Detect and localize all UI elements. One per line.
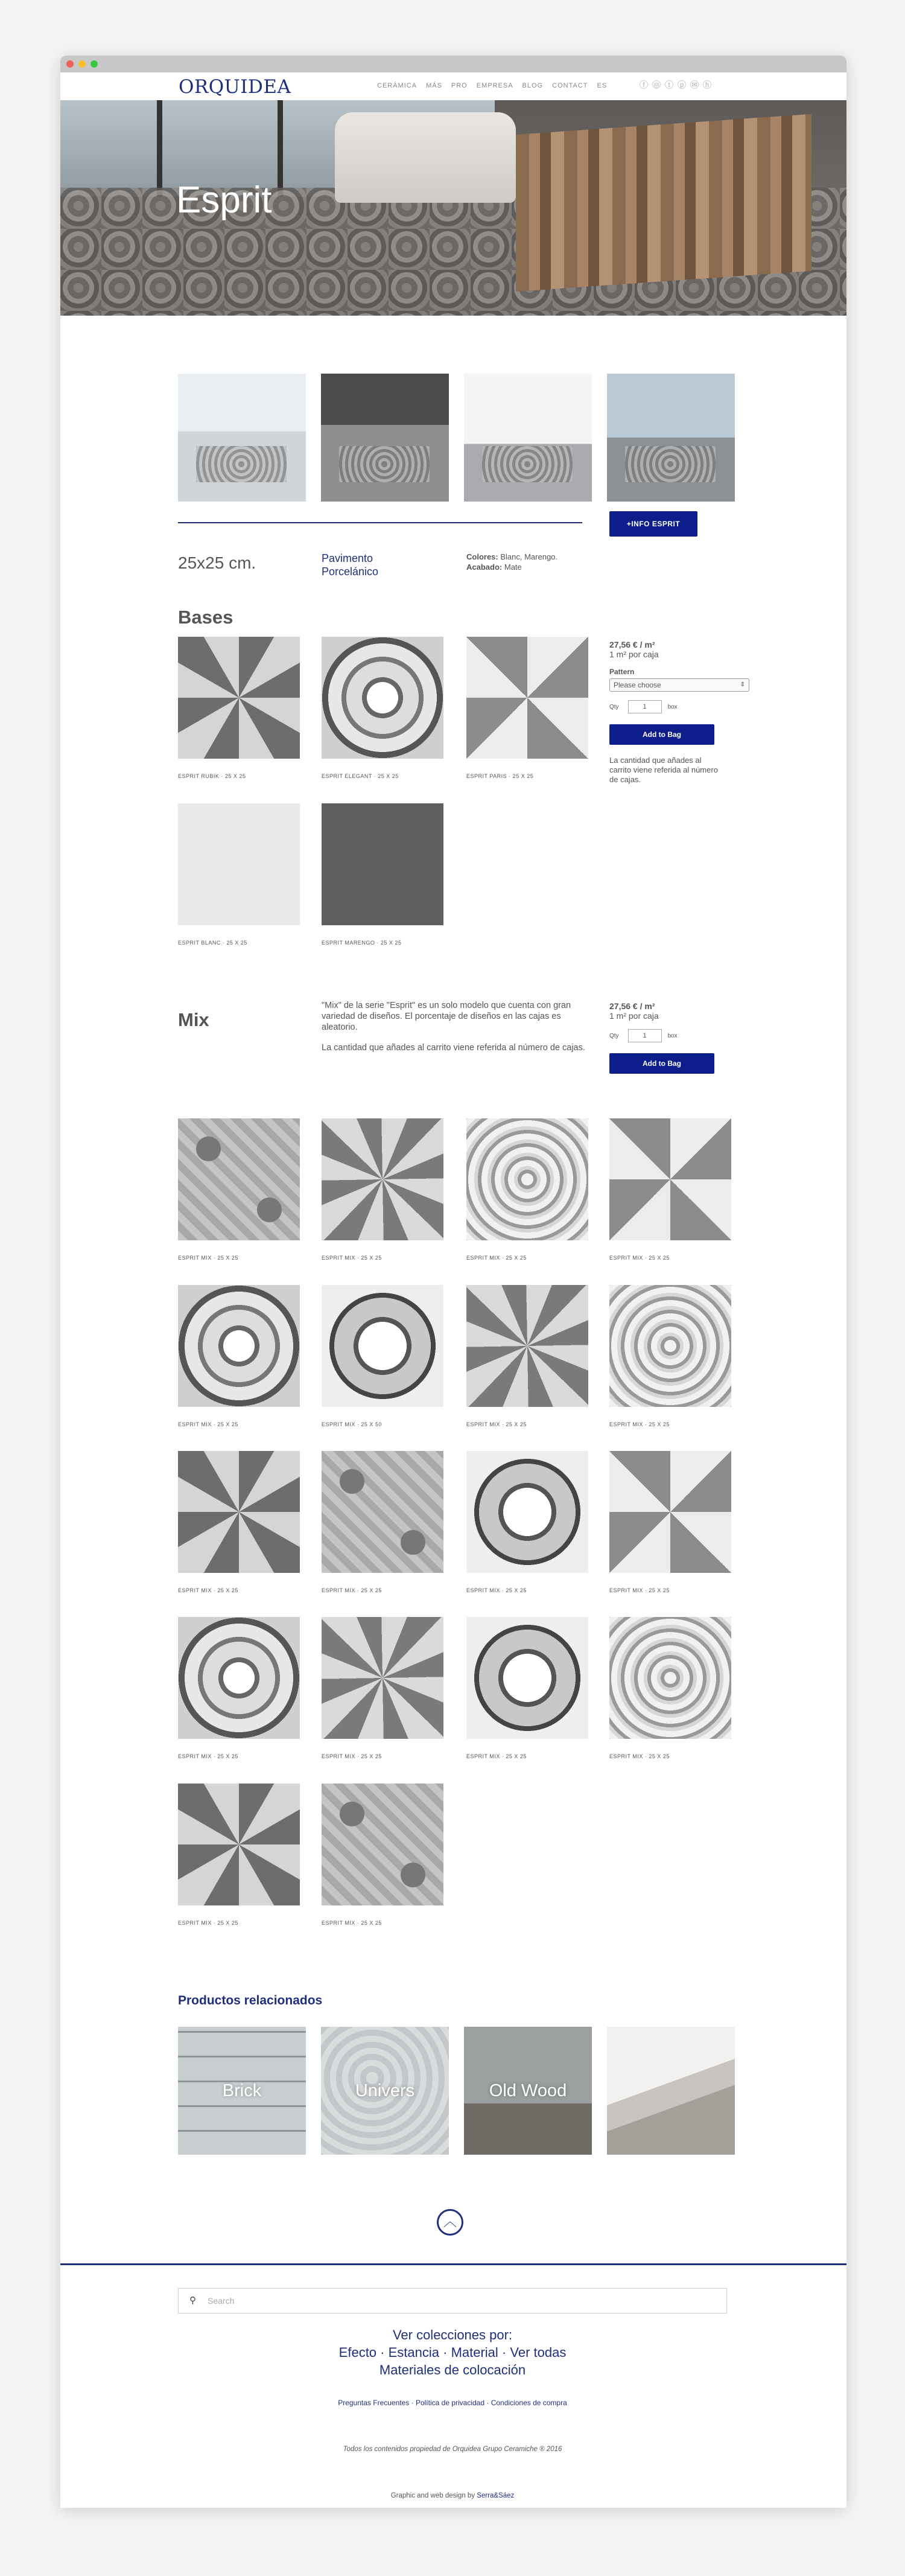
divider xyxy=(178,522,582,523)
tile-card[interactable] xyxy=(322,1285,443,1427)
browse-link-efecto[interactable]: Efecto xyxy=(338,2345,377,2360)
tile-card[interactable] xyxy=(609,1118,731,1261)
tile-image[interactable] xyxy=(322,1285,443,1407)
tile-caption: ESPRIT MIX · 25 X 25 xyxy=(322,1587,382,1593)
browser-chrome xyxy=(60,56,846,72)
tile-caption: ESPRIT MIX · 25 X 50 xyxy=(322,1421,382,1427)
tile-caption: ESPRIT MIX · 25 X 25 xyxy=(466,1587,527,1593)
tile-image[interactable] xyxy=(322,803,443,925)
maximize-window-icon[interactable] xyxy=(91,60,98,68)
related-product-univers[interactable] xyxy=(321,2027,449,2155)
gallery-image[interactable] xyxy=(321,374,449,502)
tile-caption: ESPRIT MIX · 25 X 25 xyxy=(609,1421,670,1427)
nav-item-empresa[interactable]: EMPRESA xyxy=(476,82,513,89)
materials-link[interactable]: Materiales de colocación xyxy=(379,2362,526,2377)
tile-card[interactable] xyxy=(322,1118,443,1261)
related-product-old-wood[interactable] xyxy=(464,2027,592,2155)
related-product-label: Old Wood xyxy=(489,2080,567,2100)
add-to-bag-button[interactable]: Add to Bag xyxy=(609,724,714,745)
tile-size: 25x25 cm. xyxy=(178,553,256,572)
tile-image[interactable] xyxy=(322,1784,443,1905)
nav-item-ceramica[interactable]: CERÁMICA xyxy=(377,82,418,89)
hero-sofa xyxy=(335,112,516,203)
tile-card[interactable] xyxy=(178,1451,300,1593)
bases-price: 27,56 € / m² xyxy=(609,640,655,649)
tile-card[interactable] xyxy=(609,1617,731,1759)
qty-label: Qty xyxy=(609,703,619,710)
mix-per-box: 1 m² por caja xyxy=(609,1011,659,1021)
qty-unit: box xyxy=(667,1032,678,1039)
scroll-top-button[interactable] xyxy=(437,2209,463,2236)
tile-caption: ESPRIT MIX · 25 X 25 xyxy=(178,1587,238,1593)
tile-caption: ESPRIT ELEGANT · 25 X 25 xyxy=(322,773,399,779)
tile-caption: ESPRIT MIX · 25 X 25 xyxy=(609,1753,670,1759)
nav-item-blog[interactable]: BLOG xyxy=(522,82,544,89)
tile-image[interactable] xyxy=(322,1118,443,1240)
pattern-label: Pattern xyxy=(609,668,635,676)
tile-image[interactable] xyxy=(178,1617,300,1739)
tile-caption: ESPRIT MIX · 25 X 25 xyxy=(178,1421,238,1427)
gallery-image[interactable] xyxy=(464,374,592,502)
hero-banner xyxy=(60,100,846,316)
mix-title: Mix xyxy=(178,1009,209,1030)
cart-note: La cantidad que añades al carrito viene referida al número de cajas. xyxy=(609,756,718,784)
gallery-image[interactable] xyxy=(178,374,306,502)
mix-price: 27,56 € / m² xyxy=(609,1001,655,1011)
tile-card[interactable] xyxy=(178,1617,300,1759)
finish-label: Acabado: xyxy=(466,563,503,572)
mix-description-2: La cantidad que añades al carrito viene referida al número de cajas. xyxy=(322,1043,585,1053)
tile-image[interactable] xyxy=(178,637,300,759)
tile-caption: ESPRIT MIX · 25 X 25 xyxy=(178,1255,238,1261)
houzz-icon[interactable]: h xyxy=(703,80,711,89)
tile-caption: ESPRIT MIX · 25 X 25 xyxy=(609,1587,670,1593)
browser-window xyxy=(60,56,846,2508)
colors-label: Colores: xyxy=(466,552,498,561)
tile-caption: ESPRIT MIX · 25 X 25 xyxy=(178,1920,238,1926)
hero-wood-counter xyxy=(516,114,811,292)
footer-divider xyxy=(60,2263,846,2265)
close-window-icon[interactable] xyxy=(66,60,74,68)
privacy-link[interactable]: Política de privacidad xyxy=(415,2399,485,2407)
nav-item-pro[interactable]: PRO xyxy=(451,82,468,89)
tile-caption: ESPRIT MARENGO · 25 X 25 xyxy=(322,940,402,946)
mix-purchase-panel xyxy=(609,1001,714,1074)
tile-image[interactable] xyxy=(322,1451,443,1573)
add-to-bag-button[interactable]: Add to Bag xyxy=(609,1053,714,1074)
related-product-label: Univers xyxy=(355,2080,415,2100)
browse-link-ver-todas[interactable]: Ver todas xyxy=(510,2345,567,2360)
tile-caption: ESPRIT MIX · 25 X 25 xyxy=(609,1255,670,1261)
search-icon: ⚲ xyxy=(189,2295,196,2306)
tile-caption: ESPRIT MIX · 25 X 25 xyxy=(322,1753,382,1759)
terms-link[interactable]: Condiciones de compra xyxy=(491,2399,567,2407)
tile-card[interactable] xyxy=(466,1285,588,1427)
tile-caption: ESPRIT MIX · 25 X 25 xyxy=(466,1421,527,1427)
tile-card[interactable] xyxy=(322,637,443,779)
logo[interactable]: ORQUIDEA xyxy=(179,76,291,98)
twitter-icon[interactable]: t xyxy=(665,80,673,89)
pattern-select-value: Please choose xyxy=(614,681,661,689)
hero-mullion xyxy=(157,100,162,197)
tile-card[interactable] xyxy=(609,1285,731,1427)
browse-link-estancia[interactable]: Estancia xyxy=(388,2345,439,2360)
qty-row xyxy=(609,700,749,713)
credit-link[interactable]: Serra&Sáez xyxy=(477,2492,515,2499)
pattern-select[interactable] xyxy=(609,678,749,692)
tile-card[interactable] xyxy=(322,1784,443,1926)
minimize-window-icon[interactable] xyxy=(78,60,86,68)
tile-card[interactable] xyxy=(322,803,443,946)
mix-description xyxy=(322,1000,587,1063)
browse-sep: · xyxy=(376,2345,389,2360)
browse-sep: · xyxy=(439,2345,451,2360)
mix-description-1: "Mix" de la serie "Esprit" es un solo modelo que cuenta con gran variedad de diseños. El porcentaje de diseños en las cajas es aleatorio. xyxy=(322,1001,571,1032)
related-products xyxy=(178,2027,750,2155)
tile-card[interactable] xyxy=(466,1617,588,1759)
chevron-up-icon: ︿ xyxy=(443,2214,457,2229)
tile-caption: ESPRIT BLANC · 25 X 25 xyxy=(178,940,247,946)
tile-image[interactable] xyxy=(609,1617,731,1739)
bases-per-box: 1 m² por caja xyxy=(609,649,659,659)
related-product-label: Brick xyxy=(222,2080,262,2100)
tile-caption: ESPRIT MIX · 25 X 25 xyxy=(322,1920,382,1926)
bases-purchase-panel xyxy=(609,640,749,785)
tile-card[interactable] xyxy=(178,637,300,779)
qty-label: Qty xyxy=(609,1032,619,1039)
tile-image[interactable] xyxy=(466,637,588,759)
tile-caption: ESPRIT MIX · 25 X 25 xyxy=(178,1753,238,1759)
ambient-gallery xyxy=(178,374,750,502)
tile-caption: ESPRIT MIX · 25 X 25 xyxy=(466,1255,527,1261)
bases-title: Bases xyxy=(178,607,233,628)
copyright: Todos los contenidos propiedad de Orquidea Grupo Ceramiche ® 2016 xyxy=(343,2446,562,2453)
related-product-materials[interactable] xyxy=(607,2027,735,2155)
qty-unit: box xyxy=(667,703,678,710)
tile-image[interactable] xyxy=(178,1285,300,1407)
main-nav xyxy=(377,82,616,89)
nav-item-contact[interactable]: CONTACT xyxy=(552,82,588,89)
colors-value: Blanc, Marengo. xyxy=(500,552,558,561)
tile-caption: ESPRIT MIX · 25 X 25 xyxy=(466,1753,527,1759)
tile-image[interactable] xyxy=(466,1118,588,1240)
browse-collections xyxy=(178,2326,727,2379)
tile-card[interactable] xyxy=(178,803,300,946)
search-input[interactable] xyxy=(178,2288,727,2313)
related-products-title: Productos relacionados xyxy=(178,1994,323,2007)
credit-text: Graphic and web design by xyxy=(390,2492,475,2499)
gallery-image[interactable] xyxy=(607,374,735,502)
browse-link-material[interactable]: Material xyxy=(451,2345,498,2360)
instagram-icon[interactable]: ◎ xyxy=(652,80,661,89)
tile-image[interactable] xyxy=(178,1118,300,1240)
tile-card[interactable] xyxy=(178,1118,300,1261)
browse-sep: · xyxy=(498,2345,510,2360)
tile-card[interactable] xyxy=(322,1451,443,1593)
tile-card[interactable] xyxy=(178,1285,300,1427)
nav-item-language[interactable]: ES xyxy=(597,82,608,89)
tile-image[interactable] xyxy=(178,803,300,925)
tile-image[interactable] xyxy=(466,1451,588,1573)
tile-image[interactable] xyxy=(322,1617,443,1739)
tile-caption: ESPRIT RUBIK · 25 X 25 xyxy=(178,773,246,779)
social-links xyxy=(640,80,716,89)
tile-card[interactable] xyxy=(178,1784,300,1926)
qty-row xyxy=(609,1029,714,1042)
nav-item-mas[interactable]: MÁS xyxy=(426,82,442,89)
tile-image[interactable] xyxy=(609,1118,731,1240)
tile-type: Pavimento Porcelánico xyxy=(322,552,379,578)
tile-card[interactable] xyxy=(609,1451,731,1593)
related-product-brick[interactable] xyxy=(178,2027,306,2155)
tile-image[interactable] xyxy=(178,1784,300,1905)
tile-caption: ESPRIT MIX · 25 X 25 xyxy=(322,1255,382,1261)
site-header xyxy=(60,72,846,100)
tile-image[interactable] xyxy=(609,1451,731,1573)
tile-image[interactable] xyxy=(322,637,443,759)
tile-specs xyxy=(466,552,557,572)
tile-card[interactable] xyxy=(322,1617,443,1759)
tile-card[interactable] xyxy=(466,1451,588,1593)
tile-image[interactable] xyxy=(466,1617,588,1739)
legal-sep: · xyxy=(409,2399,416,2407)
tile-image[interactable] xyxy=(609,1285,731,1407)
design-credit xyxy=(178,2492,727,2499)
hero-mullion xyxy=(278,100,283,197)
more-info-button[interactable]: +INFO ESPRIT xyxy=(609,511,697,537)
page-title: Esprit xyxy=(176,179,272,221)
tile-caption: ESPRIT PARIS · 25 X 25 xyxy=(466,773,534,779)
qty-input[interactable]: 1 xyxy=(628,1029,662,1042)
browse-title: Ver colecciones por: xyxy=(392,2327,513,2342)
legal-links xyxy=(178,2399,727,2407)
finish-value: Mate xyxy=(504,563,522,572)
pinterest-icon[interactable]: p xyxy=(678,80,686,89)
search-placeholder: Search xyxy=(208,2296,235,2306)
mail-icon[interactable]: ✉ xyxy=(690,80,699,89)
legal-sep: · xyxy=(484,2399,491,2407)
faq-link[interactable]: Preguntas Frecuentes xyxy=(338,2399,410,2407)
tile-card[interactable] xyxy=(466,1118,588,1261)
qty-input[interactable]: 1 xyxy=(628,700,662,713)
facebook-icon[interactable]: f xyxy=(640,80,648,89)
tile-card[interactable] xyxy=(466,637,588,779)
tile-image[interactable] xyxy=(178,1451,300,1573)
tile-image[interactable] xyxy=(466,1285,588,1407)
chevron-updown-icon: ⇕ xyxy=(740,681,745,688)
